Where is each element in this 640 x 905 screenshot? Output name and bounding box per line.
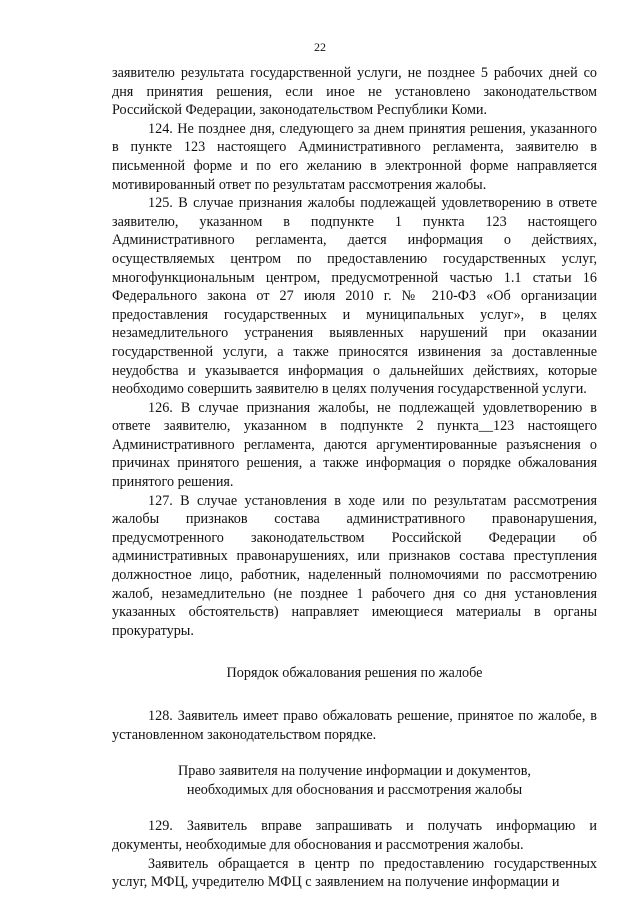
page-number: 22: [314, 40, 326, 54]
paragraph-127: 127. В случае установления в ходе или по результатам рассмотрения жалобы признаков состава административного правонарушения, предусмотренного законодательством Российской Федерации об административных правонарушениях, или признаков состава преступления должностное лицо, работник, наделенный полномочиями по рассмотрению жалоб, незамедлительно (не позднее 1 рабочего дня со дня установления указанных обстоятельств) направляет имеющиеся материалы в органы прокуратуры.: [112, 492, 597, 639]
paragraph-129-continued: Заявитель обращается в центр по предоставлению государственных услуг, МФЦ, учредителю МФЦ с заявлением на получение информации и: [112, 855, 597, 891]
spacer: [112, 799, 597, 817]
paragraph-124: 124. Не позднее дня, следующего за днем принятия решения, указанного в пункте 123 настоящего Административного регламента, заявителю в письменной форме и по его желанию в электронной форме направляется мотивированный ответ по результатам рассмотрения жалобы.: [112, 120, 597, 193]
document-body: [112, 64, 597, 892]
spacer: [112, 683, 597, 707]
spacer: [112, 640, 597, 664]
paragraph-129: 129. Заявитель вправе запрашивать и получать информацию и документы, необходимые для обоснования и рассмотрения жалобы.: [112, 818, 597, 853]
section-heading-info-right-line1: Право заявителя на получение информации и документов,: [178, 763, 531, 780]
section-heading-info-right-line2: необходимых для обоснования и рассмотрения жалобы: [186, 781, 523, 798]
paragraph-128: 128. Заявитель имеет право обжаловать решение, принятое по жалобе, в установленном законодательством порядке.: [112, 708, 597, 743]
paragraph-126: 126. В случае признания жалобы, не подлежащей удовлетворению в ответе заявителю, указанном в подпункте 2 пункта__123 настоящего Административного регламента, даются аргументированные разъяснения о причинах принятого решения, а также информация о порядке обжалования принятого решения.: [112, 399, 597, 491]
section-heading-appeal-procedure: Порядок обжалования решения по жалобе: [226, 665, 483, 682]
spacer: [112, 744, 597, 762]
paragraph-125: 125. В случае признания жалобы подлежащей удовлетворению в ответе заявителю, указанном в подпункте 1 пункта 123 настоящего Административного регламента, дается информация о действиях, осуществляемых центром по предоставлению государственных услуг, многофункциональным центром, предусмотренной частью 1.1 статьи 16 Федерального закона от 27 июля 2010 г. № 210-ФЗ «Об организации предоставления государственных и муниципальных услуг», в целях незамедлительного устранения выявленных нарушений при оказании государственной услуги, а также приносятся извинения за доставленные неудобства и указывается информация о дальнейших действиях, которые необходимо совершить заявителю в целях получения государственной услуги.: [112, 195, 597, 398]
paragraph-continuation: заявителю результата государственной услуги, не позднее 5 рабочих дней со дня принятия решения, если иное не установлено законодательством Российской Федерации, законодательством Республики Коми.: [112, 65, 597, 119]
